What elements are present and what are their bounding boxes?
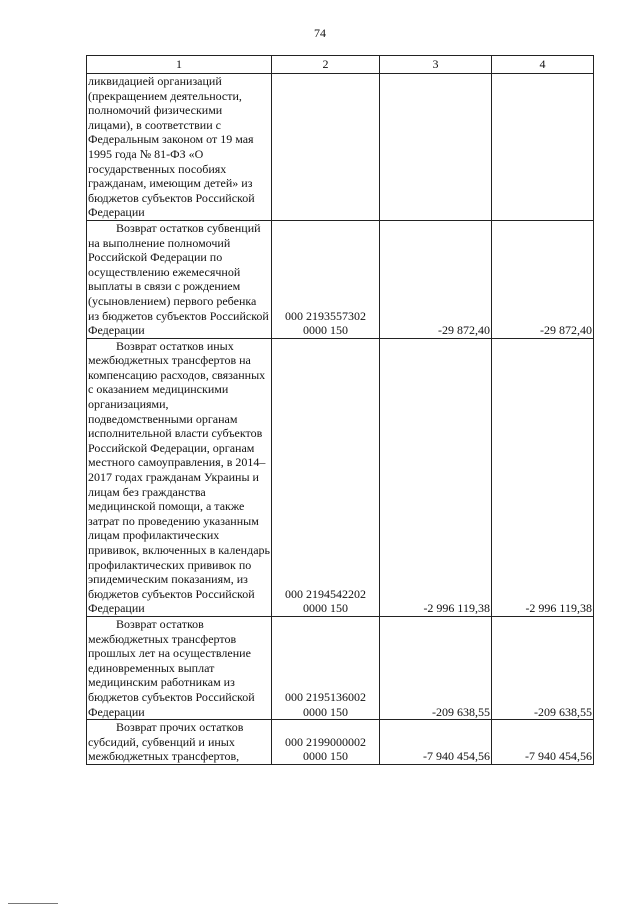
row-code: 000 2195136002 0000 150 (272, 616, 380, 719)
scan-mark-footer-line (8, 903, 58, 904)
row-description: Возврат прочих остатков субсидий, субвенций и иных межбюджетных трансфертов, (87, 720, 272, 765)
table-row (87, 338, 594, 616)
header-col-4: 4 (492, 56, 594, 74)
row-value-col4: -29 872,40 (492, 220, 594, 338)
row-description: Возврат остатков субвенций на выполнение полномочий Российской Федерации по осуществлению ежемесячной выплаты в связи с рождением (усыновлением) первого ребенка из бюджетов субъектов Российской Федерации (87, 220, 272, 338)
row-code: 000 2194542202 0000 150 (272, 338, 380, 616)
row-description: ликвидацией организаций (прекращением деятельности, полномочий физическими лицами), в соответствии с Федеральным законом от 19 мая 1995 года № 81-ФЗ «О государственных пособиях гражданам, имеющим детей» из бюджетов субъектов Российской Федерации (87, 74, 272, 221)
row-value-col4: -209 638,55 (492, 616, 594, 719)
page-number: 74 (314, 26, 326, 40)
row-value-col4: -2 996 119,38 (492, 338, 594, 616)
row-value-col3: -7 940 454,56 (380, 720, 492, 765)
row-value-col3: -209 638,55 (380, 616, 492, 719)
budget-table (86, 55, 594, 765)
header-col-2: 2 (272, 56, 380, 74)
row-code: 000 2193557302 0000 150 (272, 220, 380, 338)
row-value-col4: -7 940 454,56 (492, 720, 594, 765)
header-col-1: 1 (87, 56, 272, 74)
row-description: Возврат остатков иных межбюджетных трансфертов на компенсацию расходов, связанных с оказанием медицинскими организациями, подведомственными органам исполнительной власти субъектов Российской Федерации, органам местного самоуправления, в 2014–2017 годах гражданам Украины и лицам без гражданства медицинской помощи, а также затрат по проведению указанным лицам профилактических прививок, включенных в календарь профилактических прививок по эпидемическим показаниям, из бюджетов субъектов Российской Федерации (88, 338, 270, 616)
header-row (87, 56, 594, 74)
table-row (87, 616, 594, 719)
row-description: Возврат остатков межбюджетных трансфертов прошлых лет на осуществление единовременных выплат медицинским работникам из бюджетов субъектов Российской Федерации (87, 616, 272, 719)
table-row (87, 220, 594, 338)
table-row (87, 720, 594, 765)
row-code: 000 2199000002 0000 150 (272, 720, 380, 765)
row-value-col4 (492, 74, 594, 221)
row-value-col3 (380, 74, 492, 221)
table-row (87, 74, 594, 221)
row-value-col3: -2 996 119,38 (380, 338, 492, 616)
row-value-col3: -29 872,40 (380, 220, 492, 338)
row-code (272, 74, 380, 221)
header-col-3: 3 (380, 56, 492, 74)
